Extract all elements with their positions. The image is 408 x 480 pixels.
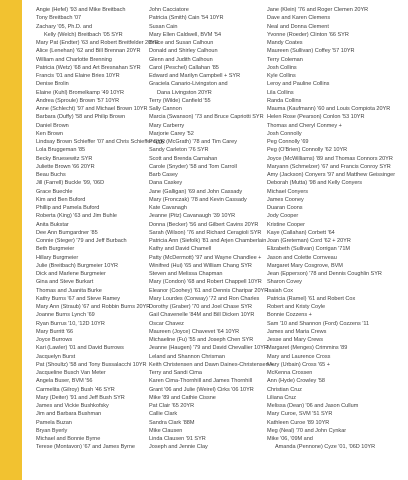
donor-entry: Steven and Melissa Chapman <box>149 271 223 277</box>
donor-entry: Julie (Breitbach) Burgmeier 10YR <box>36 262 118 269</box>
donor-entry: Kyle Collins <box>267 73 296 79</box>
donor-entry: Patricia Ann (Siefolk) '81 and Arjen Chamberlain <box>149 238 267 244</box>
donor-entry: Grace Buechle <box>36 188 73 195</box>
donor-entry: Kari (Lawler) '01 and David Burrows <box>36 345 124 352</box>
donor-entry: Sam '10 and Shannon (Ford) Cozzens '11 <box>267 320 370 327</box>
donor-entry: Kathleen Curoe '89 10YR <box>267 419 330 426</box>
donor-entry: Bryan Byerly <box>36 427 68 434</box>
donor-entry: Mary and Laurence Cross <box>267 353 331 360</box>
donor-entry: Mary Curoe, SVM '51 SYR <box>267 411 333 418</box>
donor-entry: Maureen (Joyce) Chavevet '64 10YR <box>149 328 240 335</box>
donor-entry: Jacqueline Busch Van Meter <box>36 370 106 376</box>
donor-entry: Edward and Marilyn Campbell + SYR <box>149 73 241 79</box>
donor-entry: Maureen (Sullivan) Coffey '57 10YR <box>267 48 355 55</box>
donor-entry: Zachary '05, Ph.D. and <box>36 23 93 30</box>
donor-entry: Barb Casey <box>149 172 178 178</box>
donor-entry: Elizabeth (Sullivan) Corrigan '71M <box>267 246 351 253</box>
donor-entry: Jeanne (Pitz) Cavanaugh '39 10YR <box>149 213 236 220</box>
donor-entry: Karen Cima-Thornhill and James Thornhill <box>149 378 252 385</box>
donor-entry: Duaran Coons <box>267 205 303 211</box>
donor-entry: Anne (Schlecht) '97 and Michael Brown 10YR <box>36 106 148 112</box>
donor-entry: Mike '06, '09M and <box>267 436 313 442</box>
donor-entry: Pamela Buzan <box>36 419 72 426</box>
donor-entry: Maryann (Schmelzer) '67 and Francis Conroy SYR <box>267 163 391 170</box>
donor-entry: Mary (Condon) '68 and Robert Chappell 10YR <box>149 279 262 286</box>
donor-entry: Thomas and Juanita Burke <box>36 287 102 294</box>
donor-entry: Margaret Mary Cosgrove, BVM <box>267 262 343 269</box>
donor-entry: Peg (O'Brien) Connolly '62 10YR <box>267 147 348 154</box>
donor-entry: Randa Collins <box>267 97 302 104</box>
donor-entry: Sharon Covey <box>267 279 302 286</box>
donor-entry: Kristine Cooper <box>267 221 305 228</box>
donor-entry: Patty (McDermott) '97 and Wayne Chandlee + <box>149 254 262 261</box>
donor-entry: Marjorie Carey '52 <box>149 130 194 137</box>
donor-entry: Peg Connolly '69 <box>267 139 309 145</box>
donor-entry: Dana Caskey <box>149 180 183 187</box>
donor-entry: Angela Buser, BVM '56 <box>36 378 93 385</box>
donor-entry: Alice (Lenehan) '62 and Bill Brennan 20YR <box>36 48 141 55</box>
donor-entry: Patricia (Smith) Cain '54 10YR <box>149 15 224 22</box>
donor-entry: Dorothy (Graber) '70 and Joel Chase SYR <box>149 304 252 310</box>
donor-entry: Joyce Burrows <box>36 337 73 343</box>
donor-entry: Jim and Barbara Bushman <box>36 411 102 418</box>
donor-entry: Mike Clausen <box>149 427 183 434</box>
donor-entry: Bruce and Susan Calhoun <box>149 40 214 46</box>
donor-entry: Gail Chavenelle '84M and Bill Dicken 10YR <box>149 312 255 319</box>
donor-entry: Helen Rose (Pearson) Conlon '53 10YR <box>267 114 365 121</box>
donor-entry: Terese (Montavon) '67 and James Byrne <box>36 444 135 451</box>
donor-entry: Donna (Becker) '56 and Gilbert Cavins 20YR <box>149 221 259 228</box>
donor-entry: Leland and Shannon Chrisman <box>149 353 225 360</box>
donor-entry: Jean (Epperson) '78 and Dennis Coughlin SYR <box>267 271 382 277</box>
donor-entry: Jane (Klein) '76 and Roger Clemen 20YR <box>267 7 369 13</box>
donor-entry: Graciela Canario-Livingston and <box>149 81 228 88</box>
donor-entry: Tony Breitbach '07 <box>36 15 82 22</box>
donor-entry: Bonnie Cozzens + <box>267 312 312 319</box>
donor-entry: Dee Ann Bumgardner '85 <box>36 229 98 236</box>
donor-entry: Linda Clausen '91 SYR <box>149 436 206 442</box>
donor-entry: Mike '89 and Cathie Cissne <box>149 394 216 401</box>
donor-column-2 <box>149 6 274 452</box>
donor-entry: Hillary Burgmeier <box>36 254 79 261</box>
donor-entry: Connie (Steger) '79 and Jeff Burbach <box>36 238 127 244</box>
donor-entry: Grant '06 and Julie (Weirel) Cirks '06 10YR <box>149 386 254 393</box>
donor-entry: James and Maria Crews <box>267 328 327 335</box>
donor-entry: Denise Brolin <box>36 81 69 88</box>
donor-entry: Joan (Greteman) Cord '62 + 20YR <box>267 238 351 244</box>
donor-entry: Andrea (Sproule) Brown '57 10YR <box>36 97 120 104</box>
donor-list <box>36 6 404 480</box>
donor-entry: Sally Cannon <box>149 106 182 112</box>
donor-entry: Donald and Shirley Calhoun <box>149 48 218 55</box>
donor-entry: Pat (Shoultz) '58 and Tony Bussalacchi 10YR <box>36 361 147 368</box>
donor-entry: Kathy and David Chamell <box>149 246 212 253</box>
donor-entry: Kathy Burns '67 and Steve Ramey <box>36 295 120 302</box>
donor-entry: Jason and Colette Cornveau <box>267 254 337 261</box>
donor-entry: Peggy (McGrath) '78 and Tim Carey <box>149 139 237 145</box>
donor-entry: Keith Christensen and Dawn Daines-Christensen + <box>149 361 274 368</box>
donor-entry: Beth Burgmeier <box>36 246 75 253</box>
donor-entry: Winifred (Hui) '65 and William Chang SYR <box>149 262 252 269</box>
donor-entry: Lila Collins <box>267 89 294 96</box>
donor-entry: Kaye (Callahan) Corbett '64 <box>267 229 335 236</box>
donor-entry: Kim and Ben Buford <box>36 196 86 203</box>
donor-entry: Josh Connolly <box>267 130 302 137</box>
donor-entry: Eleanor (Coohey) '61 and Dennis Charipar 20YR <box>149 287 269 294</box>
donor-entry: Mauma (Kaufmann) '60 and Louis Compiota 20YR <box>267 106 391 112</box>
donor-entry: Dave and Karen Clemens <box>267 15 331 22</box>
donor-entry: Juliette Brown '66 20YR <box>36 163 95 170</box>
donor-entry: Lindsay Brown Schieffer '07 and Chris Schieffer SYR <box>36 139 166 145</box>
donor-entry: Glenn and Judith Calhoun <box>149 56 213 63</box>
donor-entry: James Cooney <box>267 196 304 203</box>
donor-entry: Michael Conyers <box>267 188 309 195</box>
donor-entry: Elaine (Kuhl) Bromelkamp '49 10YR <box>36 89 124 96</box>
donor-entry: Terry (Wilde) Canfield '55 <box>149 97 211 104</box>
donor-entry: Leroy and Pauline Collins <box>267 81 330 88</box>
donor-entry: Terry and Sandi Cima <box>149 370 202 376</box>
donor-entry: Yvonne (Roeder) Clinton '66 SYR <box>267 31 349 38</box>
donor-entry: Oscar Chavez <box>149 320 184 327</box>
donor-entry: Becky Bruesewitz SYR <box>36 155 93 162</box>
donor-entry: Joanne Burns Lynch '69 <box>36 312 95 319</box>
donor-entry: Mary Pat (Endter) '63 and Robert Breitfelder 20YR <box>36 40 159 46</box>
donor-entry: James and Vickie Bushkofsky <box>36 403 109 409</box>
donor-entry: Mary (Urbain) Cross '65 + <box>267 361 330 368</box>
donor-entry: Francis '01 and Elaine Bries 10YR <box>36 73 120 79</box>
donor-entry: Kate Cavanagh <box>149 205 187 211</box>
donor-entry: Ryan Burrus '10, '12D 10YR <box>36 320 105 327</box>
donor-entry: Terry Coleman <box>267 56 303 63</box>
donor-entry: Robert and Kristy Coyle <box>267 304 326 310</box>
donor-entry: Sarah (Wilson) '76 and Richard Ceragioli SYR <box>149 229 262 236</box>
donor-entry: Meg (Neal) '70 and John Cynkar <box>267 427 347 434</box>
donor-entry: Patricia (Wetz) '68 and Art Bresnahan SYR <box>36 64 141 71</box>
donor-entry: Ken Brown <box>36 130 63 137</box>
donor-entry: Neal and Donna Clement <box>267 23 329 30</box>
donor-entry: Jill (Farrell) Buckle '99, '06D <box>36 180 105 187</box>
donor-entry: Kelly (Welch) Breitbach '05 SYR <box>44 31 123 38</box>
donor-entry: John Cacciatore <box>149 7 189 13</box>
donor-entry: Mary Carberry <box>149 122 185 129</box>
donor-entry: Pat Clair '65 20YR <box>149 403 195 409</box>
donor-entry: Susan Cain <box>149 23 178 30</box>
donor-entry: Mary (Deiter) '91 and Jeff Bush SYR <box>36 394 125 401</box>
donor-entry: Jody Cooper <box>267 213 299 220</box>
donor-entry: Beau Buchs <box>36 172 66 178</box>
donor-entry: Margaret (Menges) Crimmins '89 <box>267 345 348 352</box>
donor-entry: Carmelita (Gilroy) Bush '46 SYR <box>36 386 115 393</box>
donor-entry: Carole (Snyder) '58 and Tom Carroll <box>149 163 237 170</box>
donor-entry: Scott and Brenda Carnahan <box>149 155 218 162</box>
donor-entry: Sandy Carleton '76 SYR <box>149 147 209 154</box>
donor-entry: Isaiah Cox <box>267 287 294 294</box>
donor-entry: McKenna Crossen <box>267 370 313 376</box>
donor-entry: Melissa (Dean) '06 and Jason Cullum <box>267 403 359 409</box>
donor-entry: Jane (Galligan) '69 and John Cassady <box>149 188 243 195</box>
donor-entry: Mary Ellen Caldwell, BVM '54 <box>149 31 222 38</box>
accent-bar <box>0 0 22 480</box>
donor-entry: Angie (Hefel) '93 and Mike Breitbach <box>36 7 126 13</box>
donor-entry: Sandra Clark '88M <box>149 419 195 426</box>
donor-entry: Patricia (Ramel) '61 and Robert Cox <box>267 295 356 302</box>
donor-entry: Daniel Brown <box>36 122 69 129</box>
donor-entry: Deborah (Mutta) '98 and Kelly Conyers <box>267 180 362 187</box>
donor-entry: Carol (Peschel) Callahan '85 <box>149 64 219 71</box>
donor-entry: Jacquelyn Burst <box>36 353 76 360</box>
donor-entry: Mary (Fronczak) '78 and Kevin Cassady <box>149 196 247 203</box>
donor-entry: Amanda (Pennone) Cyze '01, '06D 10YR <box>275 444 376 451</box>
donor-entry: Mary Lourdes (Conway) '72 and Ron Charles <box>149 295 260 302</box>
donor-entry: Dana Livingston 20YR <box>157 89 212 96</box>
donor-entry: Joyce (McWilliams) '89 and Thomas Connors 20YR <box>267 155 393 162</box>
donor-entry: Dick and Marlene Burgmeier <box>36 271 106 277</box>
donor-entry: Phillip and Pamela Buford <box>36 205 100 211</box>
donor-entry: Liliana Cruz <box>267 394 297 401</box>
donor-entry: Mary Burritt '66 <box>36 328 74 335</box>
donor-entry: Mandy Coates <box>267 40 303 46</box>
donor-column-3 <box>267 6 407 452</box>
donor-entry: Josh Collins <box>267 64 297 71</box>
donor-entry: Roberta (King) '63 and Jim Buhle <box>36 213 117 220</box>
donor-entry: Christian Cruz <box>267 386 302 393</box>
donor-entry: Ann (Hyde) Crowley '58 <box>267 378 325 385</box>
donor-entry: Anita Bukstar <box>36 221 69 228</box>
donor-entry: Lola Bruggeman '85 <box>36 147 86 154</box>
donor-entry: Thomas and Cheryl Conmey + <box>267 122 342 129</box>
donor-entry: Barbara (Duffy) '58 and Philip Brown <box>36 114 126 121</box>
donor-entry: William and Charlotte Brenning <box>36 56 112 63</box>
donor-entry: Amy (Jackson) Conyers '97 and Matthew Geissinger <box>267 172 396 178</box>
donor-entry: Gina and Steve Burkart <box>36 279 94 286</box>
donor-entry: Mary Ann (Straub) '67 and Robbin Burns 20YR <box>36 304 151 310</box>
donor-entry: Michael and Bonnie Byrne <box>36 436 101 442</box>
donor-entry: Michaeline (Fu) '55 and Joseph Chen SYR <box>149 337 254 343</box>
donor-entry: Marcia (Swanson) '73 and Bruce Capriotti SYR <box>149 114 264 121</box>
donor-entry: Joseph and Jennie Clay <box>149 444 208 451</box>
donor-entry: Jeanne (Haugen) '79 and David Chevallier 10YR <box>149 345 268 352</box>
donor-entry: Callie Clark <box>149 411 178 418</box>
donor-entry: Jesse and Mary Crews <box>267 337 324 343</box>
